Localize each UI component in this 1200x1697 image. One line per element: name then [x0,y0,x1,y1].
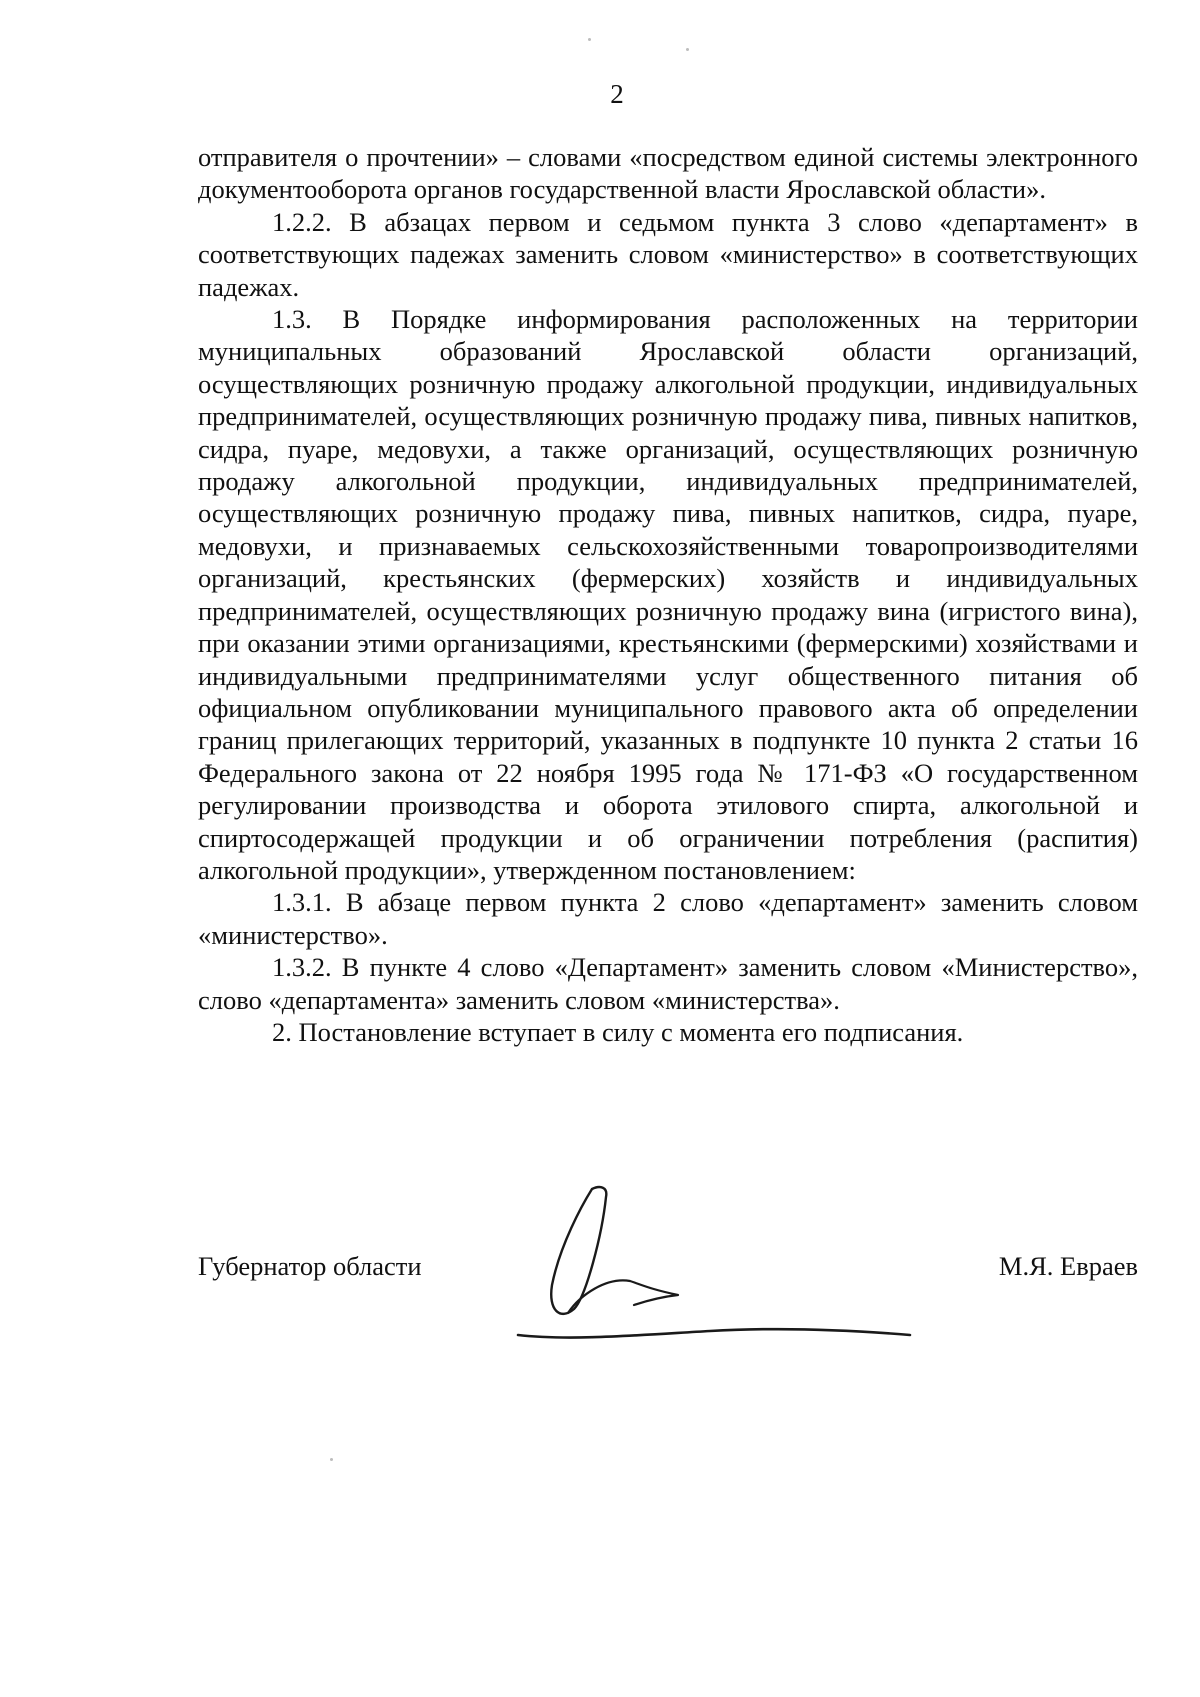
paragraph-1-3-1: 1.3.1. В абзаце первом пункта 2 слово «департамент» заменить словом «министерство». [198,887,1138,950]
signatory-position: Губернатор области [198,1251,422,1281]
paragraph-1-2-2: 1.2.2. В абзацах первом и седьмом пункта 3 слово «департамент» в соответствующих падежах заменить словом «министерство» в соответствующих падежах. [198,206,1138,302]
paragraph-1-3: 1.3. В Порядке информирования расположенных на территории муниципальных образований Ярославской области организаций, осуществляющих розничную продажу алкогольной продукции, индивидуальных предпринимателей, осуществляющих розничную продажу пива, пивных напитков, сидра, пуаре, медовухи, а также организаций, осуществляющих розничную продажу алкогольной продукции, индивидуальных предпринимателей, осуществляющих розничную продажу пива, пивных напитков, сидра, пуаре, медовухи, и признаваемых сельскохозяйственными товаропроизводителями организаций, крестьянских (фермерских) хозяйств и индивидуальных предпринимателей, осуществляющих розничную продажу вина (игристого вина), при оказании этими организациями, крестьянскими (фермерскими) хозяйствами и индивидуальными предпринимателями услуг общественного питания об официальном опубликовании муниципального правового акта об определении границ прилегающих территорий, указанных в подпункте 10 пункта 2 статьи 16 Федерального закона от 22 ноября 1995 года № 171-ФЗ «О государственном регулировании производства и оборота этилового спирта, алкогольной и спиртосодержащей продукции и об ограничении потребления (распития) алкогольной продукции», утвержденном постановлением: [198,304,1138,885]
signature-stroke-loop [568,1280,678,1313]
signatory-name: М.Я. Евраев [998,1251,1138,1281]
paragraph-2: 2. Постановление вступает в силу с момента его подписания. [272,1016,964,1047]
page-number: 2 [610,79,624,109]
signature-underline [518,1329,910,1337]
signature-stroke-main [551,1187,606,1314]
paragraph-continuation: отправителя о прочтении» – словами «посредством единой системы электронного документооборота органов государственной власти Ярославской области». [198,142,1138,205]
document-body [198,141,1138,1048]
scan-speck [330,1458,333,1461]
scan-speck [686,48,689,51]
handwritten-signature [510,1185,920,1365]
paragraph-1-3-2: 1.3.2. В пункте 4 слово «Департамент» заменить словом «Министерство», слово «департамента» заменить словом «министерства». [198,952,1138,1015]
scan-speck [588,38,591,41]
